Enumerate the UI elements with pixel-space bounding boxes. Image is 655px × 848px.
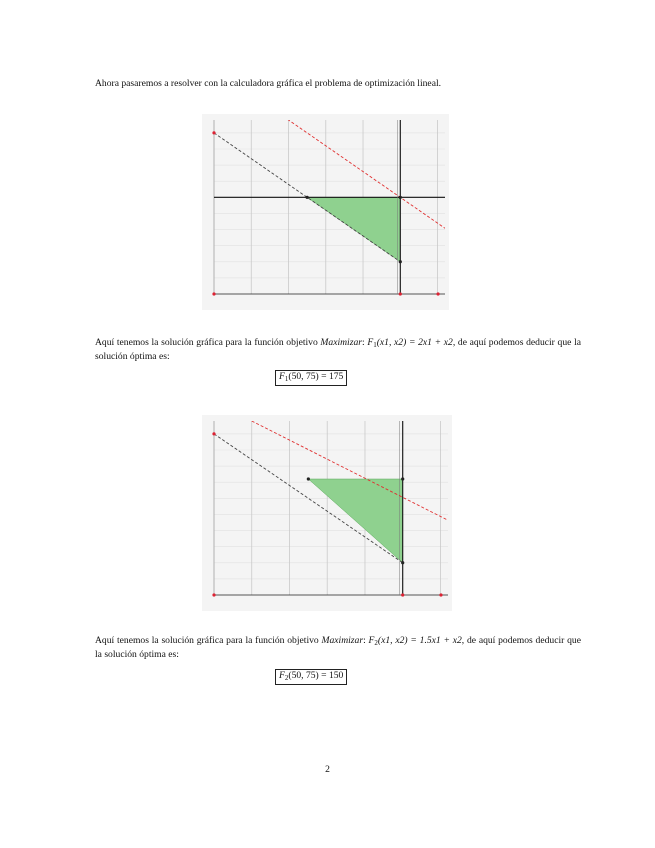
section2-function-args: (x1, x2) = 1.5x1 + x2: [377, 635, 462, 646]
page-number: 2: [325, 764, 330, 775]
section1-result-box: [275, 370, 347, 386]
section1-result-f: F: [279, 371, 285, 382]
intercept-point: [401, 593, 404, 596]
section1-function-sub: 1: [373, 341, 377, 349]
section2-text-after: , de aquí podemos deducir que la solución óptima es:: [95, 635, 581, 660]
vertex-point: [399, 196, 402, 199]
vertex-point: [401, 561, 404, 564]
section1-result-eq: (50, 75) = 175: [288, 371, 344, 382]
intercept-point: [212, 131, 215, 134]
intercept-point: [212, 432, 215, 435]
intro-text: Ahora pasaremos a resolver con la calculadora gráfica el problema de optimización lineal.: [95, 78, 442, 89]
section2-result-sub: 2: [284, 674, 289, 682]
vertex-point: [306, 196, 309, 199]
intercept-point: [436, 292, 439, 295]
section1-text-after: , de aquí podemos deducir que la solución óptima es:: [95, 337, 581, 362]
section1-function-args: (x1, x2) = 2x1 + x2: [376, 337, 453, 348]
section1-result-sub: 1: [284, 375, 289, 383]
intercept-point: [439, 593, 442, 596]
origin-point: [212, 292, 215, 295]
feasible-region: [308, 479, 402, 563]
section2-objective-label: Maximizar: [321, 635, 364, 646]
vertex-point: [399, 260, 402, 263]
section2-result-eq: (50, 75) = 150: [288, 670, 344, 681]
section2-text-before: Aquí tenemos la solución gráfica para la función objetivo: [95, 635, 322, 646]
intercept-point: [399, 292, 402, 295]
chart-lines: [214, 421, 448, 595]
section2-function-sub: 2: [374, 639, 378, 647]
section1-paragraph: Aquí tenemos la solución gráfica para la función objetivo Maximizar: $F_1(x1$, x2) = 2x1 + x2, de aquí podemos deducir que la solución óptima es:: [95, 337, 581, 362]
chart-svg-1: [202, 114, 449, 310]
section1-text-before: Aquí tenemos la solución gráfica para la función objetivo: [95, 337, 321, 348]
plot-2: [202, 415, 452, 611]
intro-paragraph: [95, 78, 581, 90]
plot-1: [202, 114, 449, 310]
section2-paragraph: Aquí tenemos la solución gráfica para la función objetivo Maximizar: $F_2(x1$, x2) = 1.5x1 + x2, de aquí podemos deducir que la solución óptima es:: [95, 635, 581, 660]
vertex-point: [401, 477, 404, 480]
section2-result-box: [275, 669, 347, 685]
vertex-point: [307, 477, 310, 480]
section1-objective-label: Maximizar: [320, 337, 362, 348]
section2-result-f: F: [279, 670, 285, 681]
chart-svg-2: [202, 415, 452, 611]
section1-function-lhs: F: [367, 337, 374, 348]
origin-point: [212, 593, 215, 596]
section2-function-lhs: F: [368, 635, 375, 646]
